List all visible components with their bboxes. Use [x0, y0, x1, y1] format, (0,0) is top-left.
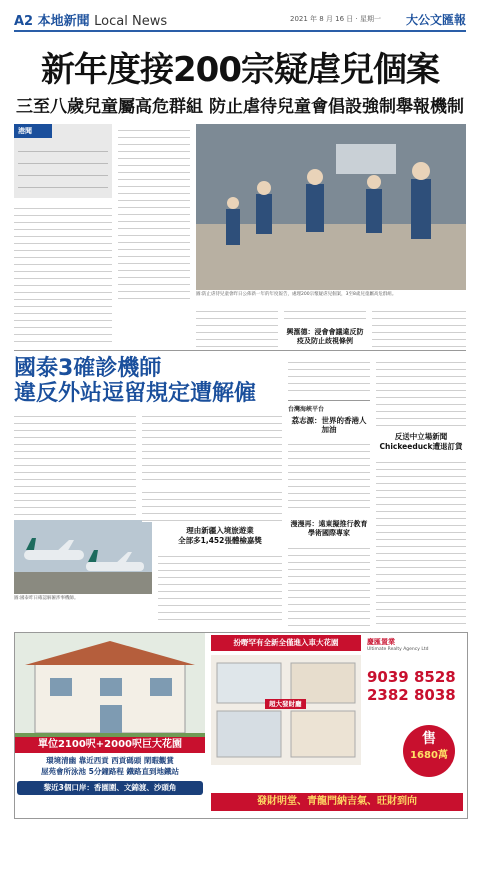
right-body-3	[288, 542, 370, 626]
interior-image	[211, 655, 361, 765]
summary-lines	[18, 142, 108, 192]
phone-1: 9039 8528	[367, 668, 456, 686]
right-body-1	[288, 356, 370, 396]
ad-border-crossings: 黎近3個口岸：香園圍、文錦渡、沙頭角	[17, 781, 203, 795]
lead-body-c1	[196, 305, 278, 353]
item6-headline: 反送中立場新聞 Chickeeduck遭退訂貨	[379, 432, 463, 451]
story2-body-1	[14, 410, 136, 518]
lead-body-mid	[118, 124, 190, 302]
sale-price-badge: 售 1680萬	[403, 725, 455, 777]
section-tag: 港聞	[14, 124, 52, 138]
story2-caption: 圖:國泰昨日確認解僱涉事機師。	[14, 596, 79, 601]
right-divider	[288, 400, 370, 401]
ad-promo-banner: 扮嘢罕有全新全僅進入車大花園	[211, 635, 361, 651]
mid-box-body	[158, 550, 282, 626]
lead-headline: 新年度接200宗疑虐兒個案	[41, 50, 439, 90]
ad-features: 環境清幽 靠近西貢 西貢碼頭 閑暇觀賞 屋苑會所泳池 5分鐘路程 鐵路直到地鐵站	[41, 756, 179, 776]
column-tag: 台灣海峽平台	[288, 406, 325, 413]
lead-photo	[196, 124, 466, 290]
story2-photo	[14, 520, 152, 594]
lead-summary-box	[14, 124, 112, 198]
lead-photo-caption: 圖:防止虐待兒童會昨日公佈新一年的年度報告，處理200宗懷疑虐兒個案，3至8歲兒童屬高危群組。	[196, 292, 397, 297]
item4-headline: 漫漫再：遠東擬推行教育學術國際專家	[290, 520, 368, 537]
property-ad	[14, 632, 468, 819]
ad-price-banner: 單位2100呎+2000呎巨大花園	[15, 737, 205, 753]
item1-headline: 興滙德：浸會會議違反防疫及防止歧視條例	[286, 328, 364, 345]
phone-2: 2382 8038	[367, 686, 456, 704]
school-children-image	[196, 124, 466, 290]
right-body-5	[376, 456, 466, 626]
section-title: A2 本地新聞 Local News	[14, 14, 168, 29]
interior-photos	[211, 655, 361, 765]
right-body-2	[288, 438, 370, 514]
lead-body-left	[14, 202, 112, 342]
item5-headline: 荔志源：世界的香港人加油	[291, 416, 367, 434]
hall-tag: 超大發財廳	[265, 699, 306, 709]
agent-name: 慶匯置業	[367, 638, 395, 646]
page-header	[14, 8, 466, 32]
agent-block	[367, 637, 465, 704]
aircraft-image	[14, 520, 152, 594]
ad-bottom-banner: 發財明堂、青龍門納吉氣、旺財到向	[211, 793, 463, 811]
mid-box-title: 理由新疆入境旅遊業 全部多1,452張體檢嘉獎	[178, 526, 262, 545]
house-photo	[15, 633, 205, 751]
story2-headline: 國泰3確診機師 違反外站逗留規定遭解僱	[14, 356, 257, 406]
date-text: 2021 年 8 月 16 日 · 星期一	[290, 15, 381, 23]
house-image	[15, 633, 205, 751]
story2-body-3	[142, 486, 282, 522]
lead-body-c3	[372, 305, 466, 353]
right-body-4	[376, 356, 466, 428]
agent-name-en: Ultimate Realty Agency Ltd	[367, 647, 429, 652]
newspaper-logo: 大公文匯報	[405, 13, 466, 27]
lead-body-c2	[284, 305, 366, 325]
lead-subhead: 三至八歲兒童屬高危群組 防止虐待兒童會倡設強制舉報機制	[16, 97, 464, 117]
story2-body-2	[142, 410, 282, 482]
divider	[14, 350, 466, 351]
